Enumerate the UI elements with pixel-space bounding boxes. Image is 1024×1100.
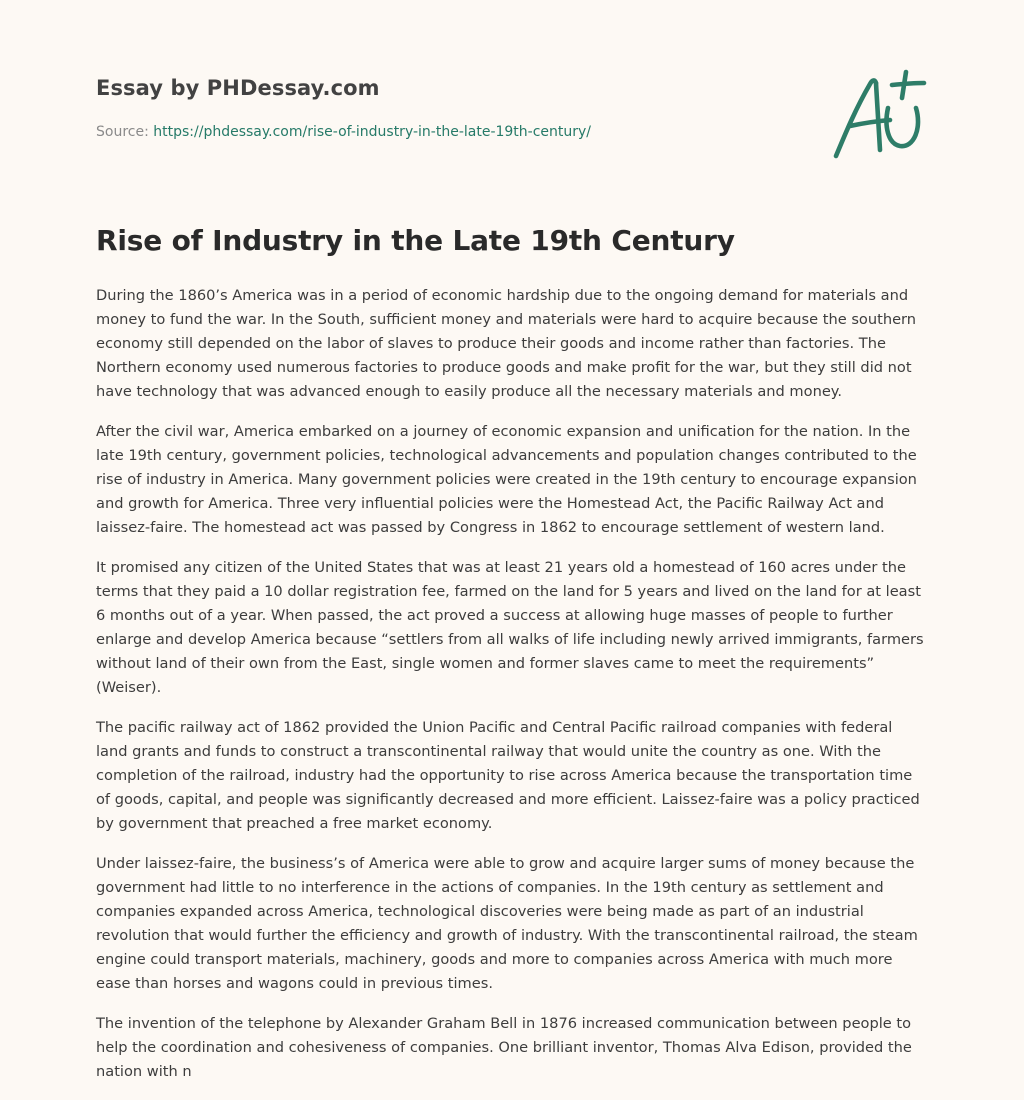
essay-paragraph: During the 1860’s America was in a period of economic hardship due to the ongoing demand for materials and money to fund the war. In the South, sufficient money and materials were hard to acquire because the southern economy still depended on the labor of slaves to produce their goods and income rather than factories. The Northern economy used numerous factories to produce goods and make profit for the war, but they still did not have technology that was advanced enough to easily produce all the necessary materials and money. [96,287,917,400]
a-plus-logo-icon [828,68,928,164]
essay-body [96,284,926,1100]
essay-paragraph: After the civil war, America embarked on a journey of economic expansion and unification for the nation. In the late 19th century, government policies, technological advancements and population changes contributed to the rise of industry in America. Many government policies were created in the 19th century to encourage expansion and growth for America. Three very influential policies were the Homestead Act, the Pacific Railway Act and laissez-faire. The homestead act was passed by Congress in 1862 to encourage settlement of western land. [96,423,917,536]
source-line [96,124,591,140]
essay-paragraph: Under laissez-faire, the business’s of America were able to grow and acquire larger sums of money because the government had little to no interference in the actions of companies. In the 19th century as settlement and companies expanded across America, technological discoveries were being made as part of an industrial revolution that would further the efficiency and growth of industry. With the transcontinental railroad, the steam engine could transport materials, machinery, goods and more to companies across America with much more ease than horses and wagons could in previous times. [96,855,918,992]
source-link[interactable]: https://phdessay.com/rise-of-industry-in-the-late-19th-century/ [153,124,592,140]
essay-paragraph: It promised any citizen of the United States that was at least 21 years old a homestead of 160 acres under the terms that they paid a 10 dollar registration fee, farmed on the land for 5 years and lived on the land for at least 6 months out of a year. When passed, the act proved a success at allowing huge masses of people to further enlarge and develop America because “settlers from all walks of life including newly arrived immigrants, farmers without land of their own from the East, single women and former slaves came to meet the requirements” (Weiser). [96,559,924,696]
essay-paragraph: The invention of the telephone by Alexander Graham Bell in 1876 increased communication between people to help the coordination and cohesiveness of companies. One brilliant inventor, Thomas Alva Edison, provided the nation with n [96,1015,912,1080]
essay-paragraph: The pacific railway act of 1862 provided the Union Pacific and Central Pacific railroad companies with federal land grants and funds to construct a transcontinental railway that would unite the country as one. With the completion of the railroad, industry had the opportunity to rise across America because the transportation time of goods, capital, and people was significantly decreased and more efficient. Laissez-faire was a policy practiced by government that preached a free market economy. [96,719,920,832]
essay-title: Rise of Industry in the Late 19th Century [96,224,735,257]
source-label: Source: [96,124,149,140]
essay-header [96,72,928,182]
brand-title: Essay by PHDessay.com [96,76,380,100]
